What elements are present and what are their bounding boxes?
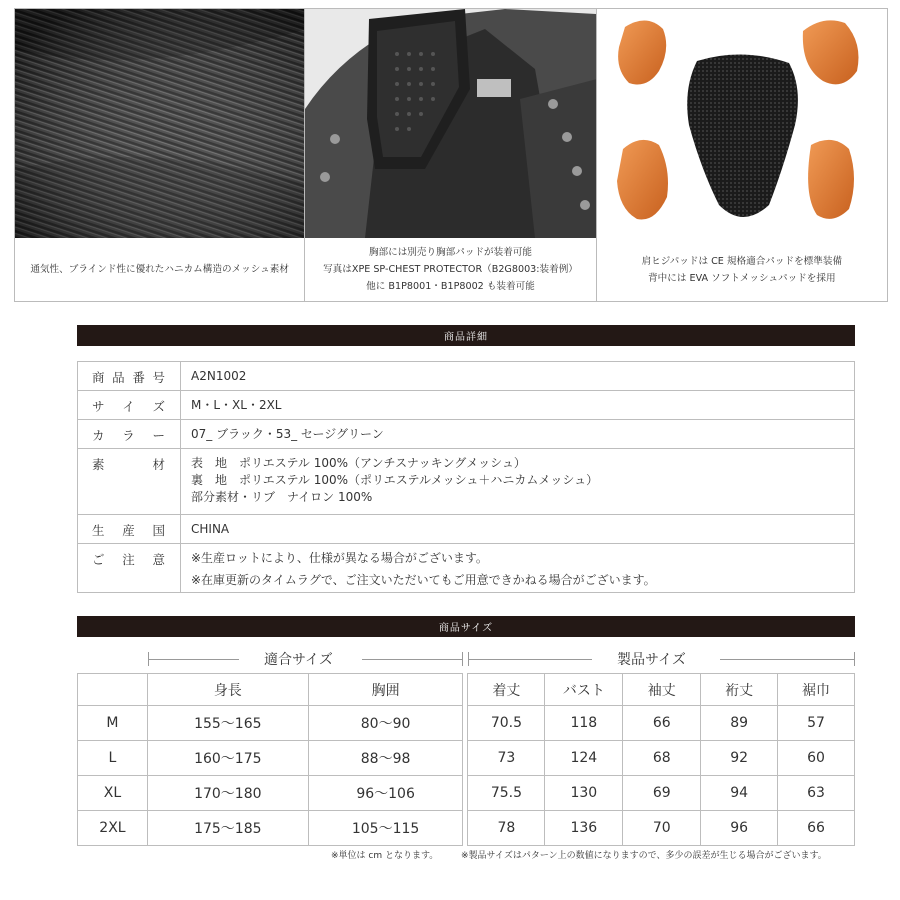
- shoulder-pad-left: [618, 20, 666, 84]
- size-cell: 80〜90: [308, 706, 463, 741]
- label-char: サ: [92, 399, 106, 414]
- size-label: 2XL: [78, 811, 148, 846]
- photo-panel-mesh: [15, 9, 305, 301]
- size-cell: 57: [778, 706, 855, 741]
- bracket-line: [362, 659, 462, 660]
- size-row-m: [78, 706, 855, 741]
- size-cell: 130: [545, 776, 623, 811]
- back-pad: [687, 54, 798, 217]
- label-char: 生: [92, 523, 106, 538]
- size-header-row: [78, 674, 855, 706]
- label-spread: [78, 521, 180, 539]
- caption-line: 写真はXPE SP-CHEST PROTECTOR（B2G8003:装着例）: [323, 264, 578, 275]
- detail-label: [78, 449, 181, 515]
- detail-row-material: [78, 449, 855, 515]
- size-cell: 68: [623, 741, 701, 776]
- size-cell: 69: [623, 776, 701, 811]
- protector-pads-photo: [597, 9, 887, 238]
- size-cell: 92: [701, 741, 778, 776]
- label-char: 番: [132, 370, 146, 385]
- caption-line: 胸部には別売り胸部パッドが装着可能: [368, 247, 533, 258]
- product-detail-table: [77, 361, 855, 593]
- size-label: M: [78, 706, 148, 741]
- size-cell: 96〜106: [308, 776, 463, 811]
- label-char: 産: [122, 523, 136, 538]
- label-char: 注: [122, 552, 136, 567]
- label-char: ー: [152, 428, 166, 443]
- label-spread: [78, 455, 180, 473]
- label-char: ズ: [152, 399, 166, 414]
- size-table: [77, 673, 855, 846]
- label-char: ラ: [122, 428, 136, 443]
- chest-pad-photo: [305, 9, 595, 238]
- caution-line: ※生産ロットにより、仕様が異なる場合がございます。: [191, 551, 488, 565]
- size-cell: 70: [623, 811, 701, 846]
- detail-label: [78, 391, 181, 420]
- size-cell: 60: [778, 741, 855, 776]
- size-cell: 118: [545, 706, 623, 741]
- detail-label: [78, 515, 181, 544]
- unit-note: ※単位は cm となります。: [331, 851, 439, 861]
- material-line: 部分素材・リブ ナイロン 100%: [191, 490, 373, 504]
- size-cell: 175〜185: [147, 811, 308, 846]
- bracket-line: [468, 659, 592, 660]
- label-char: 素: [92, 457, 106, 472]
- bracket-tick: [462, 652, 463, 666]
- corner-cell: [78, 674, 148, 706]
- label-spread: [78, 550, 180, 568]
- size-row-2xl: [78, 811, 855, 846]
- detail-label: [78, 420, 181, 449]
- detail-row-product-number: [78, 362, 855, 391]
- label-char: 号: [152, 370, 166, 385]
- label-char: 品: [112, 370, 126, 385]
- size-cell: 170〜180: [147, 776, 308, 811]
- size-section-bar: 商品サイズ: [77, 616, 855, 637]
- size-cell: 94: [701, 776, 778, 811]
- size-cell: 66: [778, 811, 855, 846]
- detail-value: [181, 449, 855, 515]
- detail-value: CHINA: [181, 515, 855, 544]
- detail-label: [78, 362, 181, 391]
- shoulder-pad-right: [802, 20, 858, 84]
- mesh-material-photo: [15, 9, 304, 238]
- caption-line: 肩ヒジパッドは CE 規格適合パッドを標準装備: [641, 255, 843, 267]
- size-group-headings: [0, 648, 900, 670]
- elbow-pad-right: [808, 140, 854, 219]
- material-line: 裏 地 ポリエステル 100%（ポリエステルメッシュ＋ハニカムメッシュ）: [191, 473, 599, 487]
- jacket-chest-pad-image: [305, 9, 595, 238]
- label-char: 意: [152, 552, 166, 567]
- detail-label: [78, 544, 181, 593]
- label-char: ご: [92, 552, 106, 567]
- detail-row-size: [78, 391, 855, 420]
- protector-pads-image: [597, 9, 887, 238]
- size-cell: 105〜115: [308, 811, 463, 846]
- size-row-xl: [78, 776, 855, 811]
- column-header: 裾巾: [778, 674, 855, 706]
- size-label: L: [78, 741, 148, 776]
- size-tolerance-note: ※製品サイズはパターン上の数値になりますので、多少の誤差が生じる場合がございます。: [461, 851, 827, 861]
- size-cell: 78: [468, 811, 545, 846]
- label-char: 商: [92, 370, 106, 385]
- label-spread: [78, 397, 180, 415]
- column-header: 胸囲: [308, 674, 463, 706]
- size-cell: 96: [701, 811, 778, 846]
- size-cell: 124: [545, 741, 623, 776]
- size-cell: 75.5: [468, 776, 545, 811]
- size-cell: 73: [468, 741, 545, 776]
- size-row-l: [78, 741, 855, 776]
- detail-row-color: [78, 420, 855, 449]
- size-label: XL: [78, 776, 148, 811]
- column-header: 着丈: [468, 674, 545, 706]
- label-char: 材: [152, 457, 166, 472]
- detail-value: A2N1002: [181, 362, 855, 391]
- detail-value: M・L・XL・2XL: [181, 391, 855, 420]
- label-char: 国: [152, 523, 166, 538]
- product-size-heading: 製品サイズ: [617, 652, 686, 668]
- size-cell: 89: [701, 706, 778, 741]
- fit-size-heading: 適合サイズ: [264, 652, 333, 668]
- size-cell: 70.5: [468, 706, 545, 741]
- bracket-tick: [854, 652, 855, 666]
- size-cell: 63: [778, 776, 855, 811]
- label-char: イ: [122, 399, 136, 414]
- pads-caption: [597, 238, 887, 301]
- size-cell: 155〜165: [147, 706, 308, 741]
- detail-section-bar: 商品詳細: [77, 325, 855, 346]
- bracket-line: [720, 659, 854, 660]
- size-cell: 66: [623, 706, 701, 741]
- column-header: バスト: [545, 674, 623, 706]
- mesh-texture-image: [15, 9, 304, 238]
- caption-line: 他に B1P8001・B1P8002 も装着可能: [366, 281, 535, 292]
- size-cell: 88〜98: [308, 741, 463, 776]
- material-line: 表 地 ポリエステル 100%（アンチスナッキングメッシュ）: [191, 456, 526, 470]
- detail-value: 07_ ブラック・53_ セージグリーン: [181, 420, 855, 449]
- column-header: 身長: [147, 674, 308, 706]
- elbow-pad-left: [617, 140, 668, 220]
- label-spread: [78, 368, 180, 386]
- caution-line: ※在庫更新のタイムラグで、ご注文いただいてもご用意できかねる場合がございます。: [191, 573, 656, 587]
- column-header: 袖丈: [623, 674, 701, 706]
- label-spread: [78, 426, 180, 444]
- chest-caption: [305, 238, 595, 301]
- photo-panel-pads: [597, 9, 887, 301]
- photo-strip: [14, 8, 888, 302]
- column-header: 裄丈: [701, 674, 778, 706]
- caption-line: 背中には EVA ソフトメッシュパッドを採用: [648, 272, 836, 284]
- detail-row-caution: [78, 544, 855, 593]
- bracket-line: [148, 659, 239, 660]
- detail-row-country: [78, 515, 855, 544]
- detail-value: [181, 544, 855, 593]
- size-cell: 136: [545, 811, 623, 846]
- label-char: カ: [92, 428, 106, 443]
- size-cell: 160〜175: [147, 741, 308, 776]
- mesh-caption: [15, 238, 304, 301]
- photo-panel-chest: [305, 9, 596, 301]
- caption-line: 通気性、ブラインド性に優れたハニカム構造のメッシュ素材: [30, 264, 289, 275]
